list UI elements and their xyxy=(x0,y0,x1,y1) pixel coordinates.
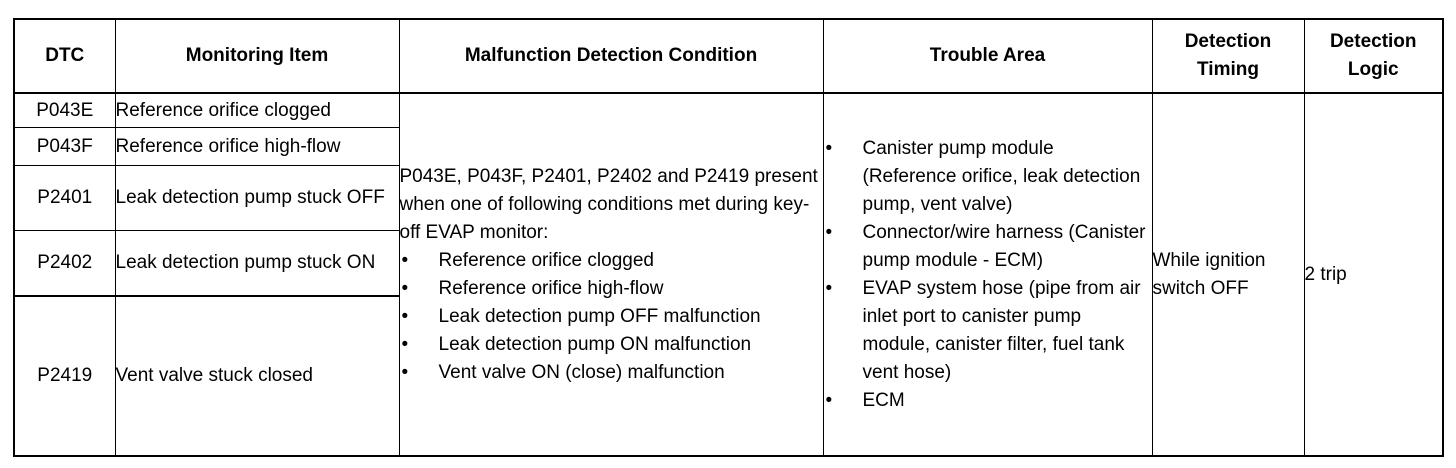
list-item: • Vent valve ON (close) malfunction xyxy=(400,359,823,387)
bullet-icon: • xyxy=(401,305,409,327)
monitoring-item-cell: Vent valve stuck closed xyxy=(115,296,399,456)
list-item: • Leak detection pump ON malfunction xyxy=(400,331,823,359)
header-dtc: DTC xyxy=(14,19,115,93)
trouble-area-cell xyxy=(823,93,1152,456)
dtc-table-container xyxy=(13,18,1442,457)
list-item: • Canister pump module (Reference orifice, leak detection pump, vent valve) xyxy=(824,135,1152,219)
list-item: • EVAP system hose (pipe from air inlet port to canister pump module, canister filter, fuel tank vent hose) xyxy=(824,275,1152,387)
dtc-code-cell: P043F xyxy=(14,128,115,166)
bullet-icon: • xyxy=(401,277,409,299)
list-item: • Connector/wire harness (Canister pump module - ECM) xyxy=(824,219,1152,275)
header-row xyxy=(14,19,1443,93)
monitoring-item-cell: Leak detection pump stuck ON xyxy=(115,231,399,297)
dtc-code-cell: P043E xyxy=(14,93,115,128)
dtc-code-cell: P2401 xyxy=(14,166,115,231)
bullet-icon: • xyxy=(401,249,409,271)
detection-logic-cell: 2 trip xyxy=(1304,93,1443,456)
header-monitoring-item: Monitoring Item xyxy=(115,19,399,93)
header-detection-logic: Detection Logic xyxy=(1304,19,1443,93)
header-detection-timing: Detection Timing xyxy=(1152,19,1304,93)
list-item: • Reference orifice clogged xyxy=(400,247,823,275)
list-item: • Reference orifice high-flow xyxy=(400,275,823,303)
monitoring-item-cell: Leak detection pump stuck OFF xyxy=(115,166,399,231)
bullet-icon: • xyxy=(825,277,833,299)
dtc-code-cell: P2402 xyxy=(14,231,115,297)
bullet-icon: • xyxy=(401,361,409,383)
dtc-code-cell: P2419 xyxy=(14,296,115,456)
header-trouble-area: Trouble Area xyxy=(823,19,1152,93)
condition-intro: P043E, P043F, P2401, P2402 and P2419 present when one of following conditions met during key-off EVAP monitor: xyxy=(399,165,818,243)
bullet-icon: • xyxy=(825,389,833,411)
trouble-area-list xyxy=(824,135,1152,415)
bullet-icon: • xyxy=(825,137,833,159)
dtc-table xyxy=(13,18,1444,457)
bullet-icon: • xyxy=(401,333,409,355)
detection-timing-cell: While ignition switch OFF xyxy=(1152,93,1304,456)
monitoring-item-cell: Reference orifice high-flow xyxy=(115,128,399,166)
monitoring-item-cell: Reference orifice clogged xyxy=(115,93,399,128)
bullet-icon: • xyxy=(825,221,833,243)
malfunction-condition-cell xyxy=(399,93,823,456)
list-item: • ECM xyxy=(824,387,1152,415)
header-malfunction-condition: Malfunction Detection Condition xyxy=(399,19,823,93)
list-item: • Leak detection pump OFF malfunction xyxy=(400,303,823,331)
condition-list xyxy=(400,247,823,387)
table-row xyxy=(14,93,1443,128)
